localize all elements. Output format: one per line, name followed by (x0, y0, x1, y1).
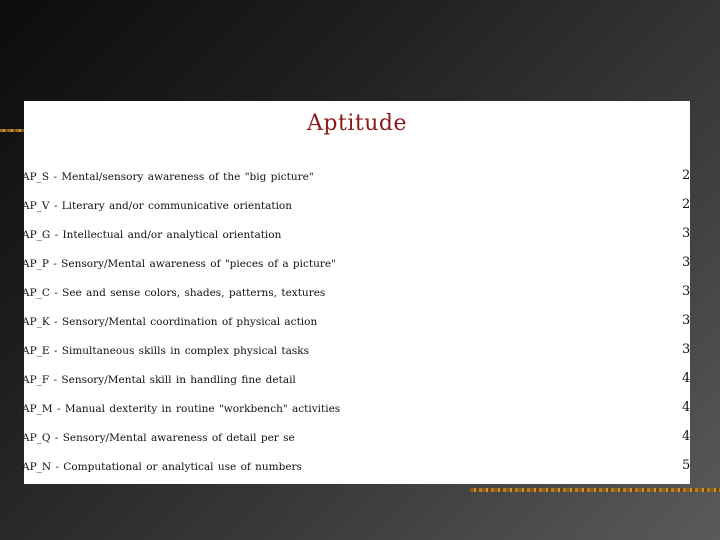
aptitude-label: AP_P - Sensory/Mental awareness of "pieces of a picture" (22, 258, 336, 270)
aptitude-row (0, 400, 714, 429)
aptitude-score: 3 (682, 226, 691, 241)
aptitude-label: AP_F - Sensory/Mental skill in handling fine detail (22, 374, 296, 386)
aptitude-row (0, 226, 714, 255)
aptitude-label: AP_E - Simultaneous skills in complex physical tasks (22, 345, 310, 357)
aptitude-list (0, 168, 714, 487)
aptitude-row (0, 168, 714, 197)
aptitude-label: AP_N - Computational or analytical use of numbers (22, 461, 302, 473)
aptitude-score: 5 (682, 458, 691, 473)
aptitude-score: 3 (682, 342, 691, 357)
aptitude-label: AP_K - Sensory/Mental coordination of physical action (22, 316, 318, 328)
aptitude-label: AP_Q - Sensory/Mental awareness of detail per se (22, 432, 295, 444)
aptitude-label: AP_M - Manual dexterity in routine "workbench" activities (22, 403, 341, 415)
aptitude-row (0, 284, 714, 313)
aptitude-label: AP_C - See and sense colors, shades, patterns, textures (22, 287, 326, 299)
aptitude-row (0, 255, 714, 284)
aptitude-row (0, 371, 714, 400)
aptitude-row (0, 458, 714, 487)
decorative-gold-rule-left (0, 129, 26, 132)
aptitude-score: 4 (682, 429, 691, 444)
aptitude-row (0, 313, 714, 342)
aptitude-score: 4 (682, 400, 691, 415)
aptitude-score: 2 (682, 168, 691, 183)
slide-title: Aptitude (307, 111, 407, 136)
aptitude-score: 3 (682, 284, 691, 299)
aptitude-label: AP_V - Literary and/or communicative orientation (22, 200, 293, 212)
aptitude-row (0, 429, 714, 458)
aptitude-score: 2 (682, 197, 691, 212)
aptitude-label: AP_S - Mental/sensory awareness of the "big picture" (22, 171, 314, 183)
aptitude-label: AP_G - Intellectual and/or analytical orientation (22, 229, 282, 241)
aptitude-score: 3 (682, 313, 691, 328)
decorative-gold-rule-right (470, 488, 720, 492)
aptitude-score: 4 (682, 371, 691, 386)
slide-content-panel (24, 101, 690, 484)
aptitude-row (0, 342, 714, 371)
aptitude-score: 3 (682, 255, 691, 270)
aptitude-row (0, 197, 714, 226)
